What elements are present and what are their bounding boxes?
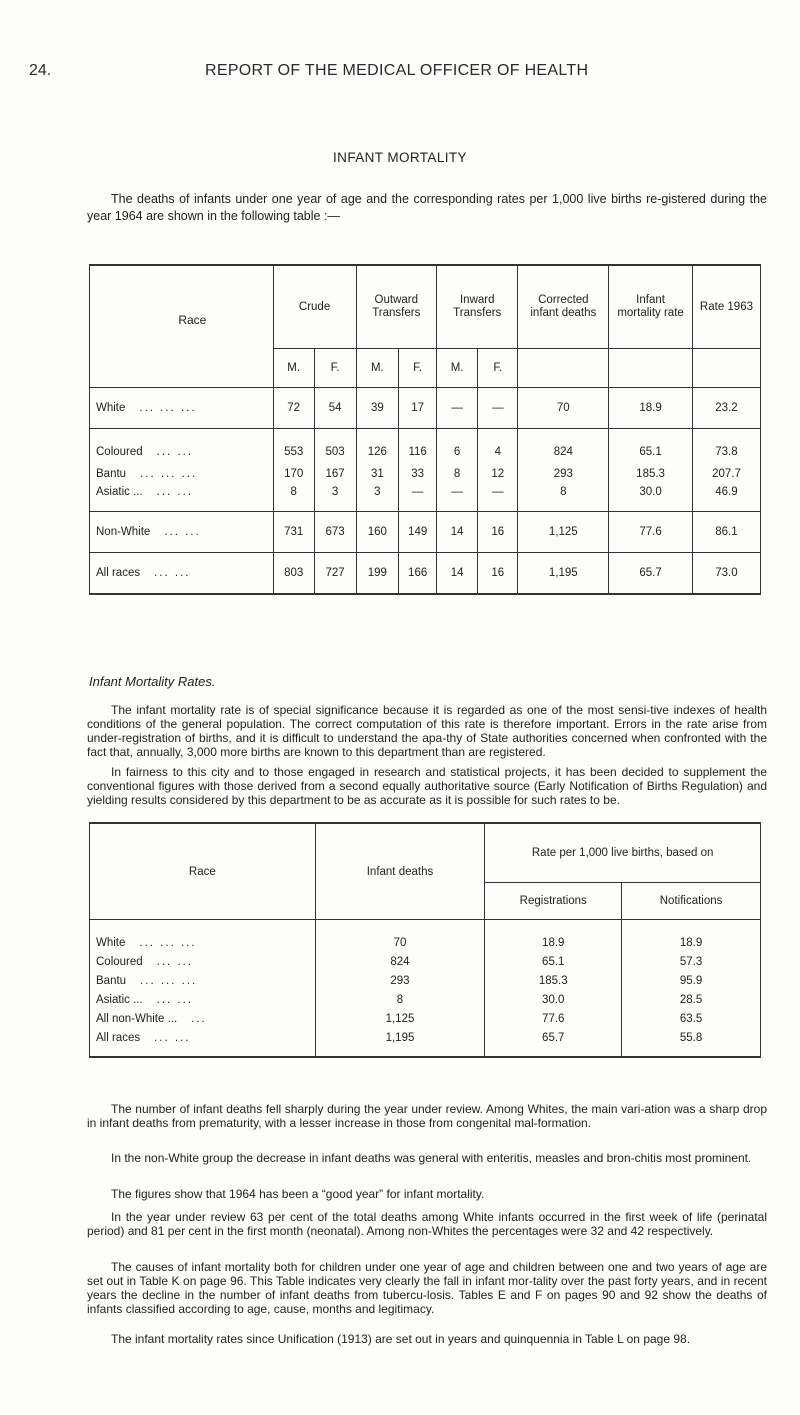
cell: 3 <box>356 483 399 512</box>
race-label: All races <box>96 567 141 579</box>
rates-comparison-table <box>89 822 761 1058</box>
inward-male-header: M. <box>437 349 478 388</box>
cell: 207.7 <box>692 465 760 483</box>
cell: 126 <box>356 429 399 466</box>
cell: 824 <box>518 429 609 466</box>
race-column-header: Race <box>90 265 274 388</box>
cell: — <box>437 388 478 429</box>
crude-female-header: F. <box>314 349 356 388</box>
intro-paragraph: The deaths of infants under one year of age and the corresponding rates per 1,000 live births re-gistered during the year 1964 are shown in the following table :— <box>87 192 767 223</box>
cell: 77.6 <box>609 512 693 553</box>
notifications-header: Notifications <box>622 883 761 920</box>
cell: 149 <box>399 512 437 553</box>
cell: 18.9 <box>609 388 693 429</box>
race-label: White <box>96 402 126 414</box>
cell: 167 <box>314 465 356 483</box>
cell: 16 <box>478 512 518 553</box>
table-row: All non-White ... ... 1,125 77.6 63.5 <box>90 1009 761 1028</box>
race-label: Coloured <box>96 955 143 968</box>
table-row: Asiatic ... ... ... 8 30.0 28.5 <box>90 990 761 1009</box>
race-label: Bantu <box>96 974 127 987</box>
cell: 63.5 <box>622 1009 761 1028</box>
rates-paragraph-1-visible: The infant mortality rate is of special significance because it is regarded as one of the most sensi-tive indexes of health conditions of the general population. The correct computation of this rate is therefore important. Errors in the rate arise from under-registration of births, and it is difficult to understand the apa-thy of State authorities concerned when confronted with the fact that, annually, 3,000 more births are known to this department than are registered. <box>87 703 767 759</box>
section-title: INFANT MORTALITY <box>333 150 467 165</box>
cell: 65.1 <box>485 952 622 971</box>
cell: 1,195 <box>315 1028 485 1057</box>
cell: 17 <box>399 388 437 429</box>
race-label: Bantu <box>96 468 127 480</box>
outward-female-header: F. <box>399 349 437 388</box>
table-row: Bantu ... ... ... 170 167 31 33 8 12 293 185.3 207.7 <box>90 465 761 483</box>
cell: 12 <box>478 465 518 483</box>
cell: 23.2 <box>692 388 760 429</box>
cell: 293 <box>518 465 609 483</box>
closing-paragraph-6: The infant mortality rates since Unification (1913) are set out in years and quinquennia in Table L on page 98. <box>111 1332 691 1346</box>
infant-mortality-rate-header: Infant mortality rate <box>609 265 693 349</box>
cell: 65.7 <box>485 1028 622 1057</box>
rate-basis-header: Rate per 1,000 live births, based on <box>485 823 761 883</box>
closing-paragraph-1: The number of infant deaths fell sharply during the year under review. Among Whites, the main vari-ation was a sharp drop in infant deaths from prematurity, with a lesser increase in those from congenital mal-formation. <box>87 1102 767 1130</box>
infant-deaths-table <box>89 264 761 595</box>
cell: 803 <box>273 553 314 595</box>
inward-female-header: F. <box>478 349 518 388</box>
cell: 31 <box>356 465 399 483</box>
rates-subheading: Infant Mortality Rates. <box>89 674 216 689</box>
cell: 185.3 <box>485 971 622 990</box>
table-row: All races ... ... 803 727 199 166 14 16 1,195 65.7 73.0 <box>90 553 761 595</box>
cell: 199 <box>356 553 399 595</box>
table-row: Coloured ... ... 553 503 126 116 6 4 824 65.1 73.8 <box>90 429 761 466</box>
cell: 160 <box>356 512 399 553</box>
cell: 503 <box>314 429 356 466</box>
cell: 77.6 <box>485 1009 622 1028</box>
cell: 30.0 <box>609 483 693 512</box>
cell: 72 <box>273 388 314 429</box>
cell: 185.3 <box>609 465 693 483</box>
cell: 86.1 <box>692 512 760 553</box>
cell: 18.9 <box>622 920 761 953</box>
race-label: Asiatic ... <box>96 993 143 1006</box>
table-row: Non-White ... ... 731 673 160 149 14 16 1,125 77.6 86.1 <box>90 512 761 553</box>
cell: 8 <box>437 465 478 483</box>
cell: 1,125 <box>315 1009 485 1028</box>
cell: 4 <box>478 429 518 466</box>
cell: 39 <box>356 388 399 429</box>
closing-paragraph-4: In the year under review 63 per cent of the total deaths among White infants occurred in the first week of life (perinatal period) and 81 per cent in the first month (neonatal). Among non-Whites the percentages were 32 and 42 respectively. <box>87 1210 767 1238</box>
rates-paragraph-2: In fairness to this city and to those engaged in research and statistical projects, it has been decided to supplement the conventional figures with those derived from a second equally authoritative source (Early Notification of Births Regulation) and yielding results considered by this department to be as accurate as it is possible for such rates to be. <box>87 765 767 807</box>
corrected-deaths-header: Corrected infant deaths <box>518 265 609 349</box>
cell: 8 <box>518 483 609 512</box>
cell: 673 <box>314 512 356 553</box>
cell: 70 <box>315 920 485 953</box>
inward-transfers-header: Inward Transfers <box>437 265 518 349</box>
cell: 54 <box>314 388 356 429</box>
cell: 293 <box>315 971 485 990</box>
table-row: White ... ... ... 72 54 39 17 — — 70 18.9 23.2 <box>90 388 761 429</box>
cell: 65.7 <box>609 553 693 595</box>
running-heading: REPORT OF THE MEDICAL OFFICER OF HEALTH <box>205 62 589 79</box>
crude-male-header: M. <box>273 349 314 388</box>
race-label: White <box>96 936 126 949</box>
cell: 57.3 <box>622 952 761 971</box>
rate-1963-header: Rate 1963 <box>692 265 760 349</box>
cell: 14 <box>437 553 478 595</box>
race-column-header: Race <box>90 823 316 920</box>
cell: 73.0 <box>692 553 760 595</box>
closing-paragraph-5: The causes of infant mortality both for children under one year of age and children between one and two years of age are set out in Table K on page 96. This Table indicates very clearly the fall in infant mor-tality over the past forty years, and in recent years the decline in the number of infant deaths from tubercu-losis. Tables E and F on pages 90 and 92 show the deaths of infants classified according to age, cause, months and legitimacy. <box>87 1260 767 1316</box>
infant-deaths-header: Infant deaths <box>315 823 485 920</box>
table-row: Coloured ... ... 824 65.1 57.3 <box>90 952 761 971</box>
cell: 1,195 <box>518 553 609 595</box>
cell: 65.1 <box>609 429 693 466</box>
cell: 8 <box>273 483 314 512</box>
closing-paragraph-2: In the non-White group the decrease in infant deaths was general with enteritis, measles and bron-chitis most prominent. <box>111 1151 752 1165</box>
cell: 3 <box>314 483 356 512</box>
table-row: Asiatic ... ... ... 8 3 3 — — — 8 30.0 46.9 <box>90 483 761 512</box>
cell: 55.8 <box>622 1028 761 1057</box>
cell: 1,125 <box>518 512 609 553</box>
cell: — <box>478 483 518 512</box>
cell: 95.9 <box>622 971 761 990</box>
cell: — <box>478 388 518 429</box>
cell: 28.5 <box>622 990 761 1009</box>
table-row: All races ... ... 1,195 65.7 55.8 <box>90 1028 761 1057</box>
cell: — <box>399 483 437 512</box>
cell: 731 <box>273 512 314 553</box>
crude-header: Crude <box>273 265 356 349</box>
cell: 33 <box>399 465 437 483</box>
closing-paragraph-3: The figures show that 1964 has been a “good year” for infant mortality. <box>111 1187 485 1201</box>
cell: 16 <box>478 553 518 595</box>
cell: — <box>437 483 478 512</box>
table-row: Bantu ... ... ... 293 185.3 95.9 <box>90 971 761 990</box>
cell: 824 <box>315 952 485 971</box>
cell: 8 <box>315 990 485 1009</box>
cell: 727 <box>314 553 356 595</box>
cell: 73.8 <box>692 429 760 466</box>
outward-male-header: M. <box>356 349 399 388</box>
cell: 170 <box>273 465 314 483</box>
cell: 70 <box>518 388 609 429</box>
cell: 116 <box>399 429 437 466</box>
race-label: Coloured <box>96 446 143 458</box>
page-number: 24. <box>29 62 52 79</box>
cell: 166 <box>399 553 437 595</box>
cell: 14 <box>437 512 478 553</box>
page-header <box>0 62 800 86</box>
cell: 6 <box>437 429 478 466</box>
race-label: All races <box>96 1031 141 1044</box>
race-label: All non-White ... <box>96 1012 178 1025</box>
outward-transfers-header: Outward Transfers <box>356 265 437 349</box>
race-label: Non-White <box>96 526 151 538</box>
table-row: White ... ... ... 70 18.9 18.9 <box>90 920 761 953</box>
cell: 46.9 <box>692 483 760 512</box>
cell: 553 <box>273 429 314 466</box>
cell: 18.9 <box>485 920 622 953</box>
race-label: Asiatic ... <box>96 486 143 498</box>
cell: 30.0 <box>485 990 622 1009</box>
registrations-header: Registrations <box>485 883 622 920</box>
